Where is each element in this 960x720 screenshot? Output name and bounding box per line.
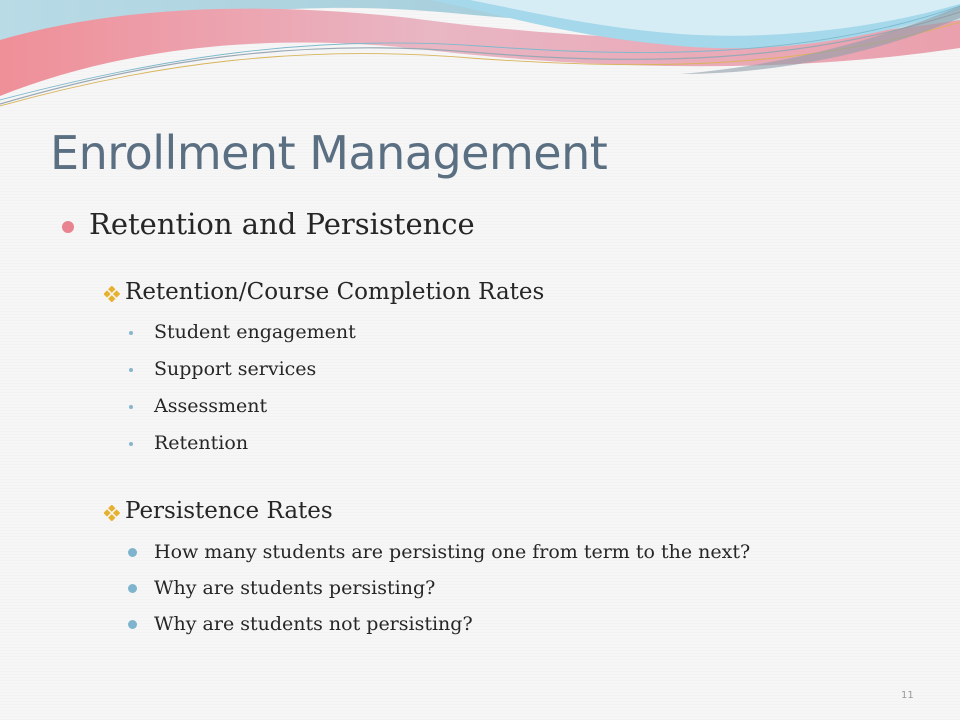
small-bullet-icon bbox=[129, 442, 133, 446]
section-heading: Retention/Course Completion Rates bbox=[125, 279, 545, 305]
level1-label: Retention and Persistence bbox=[89, 207, 475, 241]
list-item-text: Why are students persisting? bbox=[154, 577, 436, 599]
small-bullet-icon bbox=[129, 331, 133, 335]
slide-title: Enrollment Management bbox=[50, 126, 608, 180]
list-item-text: Assessment bbox=[154, 395, 268, 417]
page-number: 11 bbox=[901, 690, 914, 701]
diamond-bullet-icon bbox=[104, 505, 120, 521]
small-bullet-icon bbox=[129, 368, 133, 372]
pink-bullet-icon bbox=[62, 221, 74, 233]
section-heading: Persistence Rates bbox=[125, 498, 333, 524]
list-item-text: Support services bbox=[154, 358, 317, 380]
blue-bullet-icon bbox=[128, 584, 137, 593]
small-bullet-icon bbox=[129, 405, 133, 409]
list-item-text: Student engagement bbox=[154, 321, 356, 343]
header-wave-decoration bbox=[0, 0, 960, 120]
list-item-text: Retention bbox=[154, 432, 249, 454]
list-item-text: Why are students not persisting? bbox=[154, 613, 473, 635]
diamond-bullet-icon bbox=[104, 286, 120, 302]
blue-bullet-icon bbox=[128, 548, 137, 557]
blue-bullet-icon bbox=[128, 620, 137, 629]
list-item-text: How many students are persisting one from term to the next? bbox=[154, 541, 751, 563]
